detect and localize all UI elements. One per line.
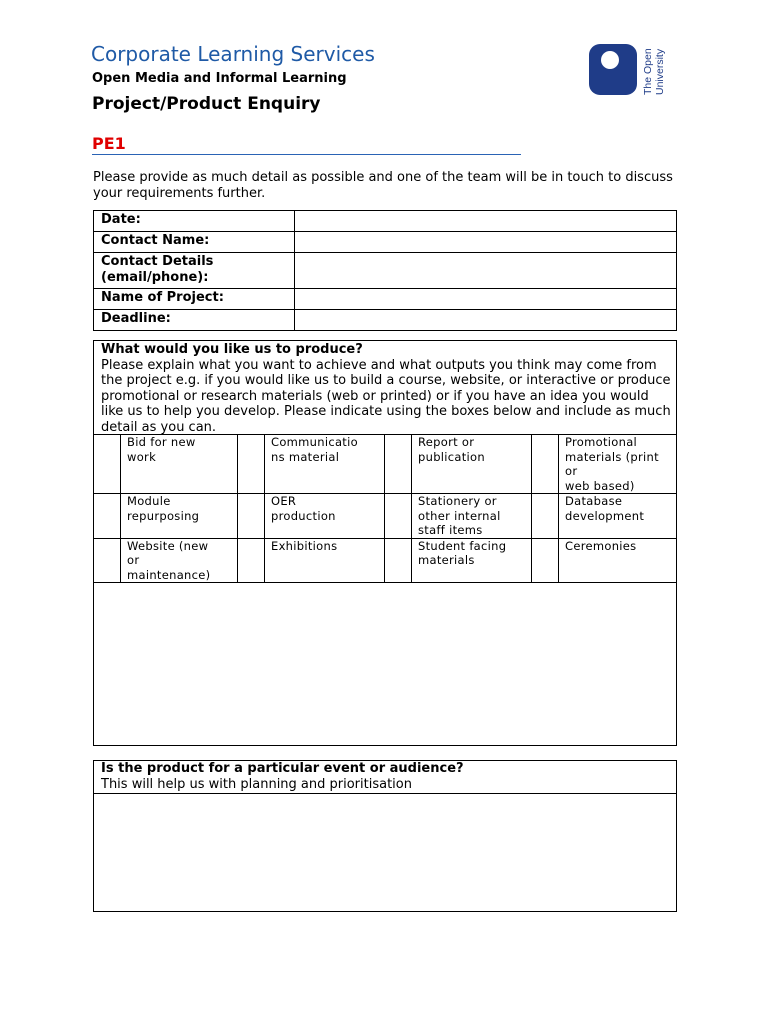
options-row bbox=[94, 435, 676, 494]
option-text: Student facing materials bbox=[418, 538, 507, 567]
contact-name-label: Contact Name: bbox=[94, 232, 295, 253]
option-text: Module repurposing bbox=[127, 494, 200, 523]
produce-section bbox=[93, 340, 677, 746]
option-text: Ceremonies bbox=[565, 538, 637, 553]
event-instructions: This will help us with planning and prioritisation bbox=[101, 777, 412, 792]
option-label bbox=[412, 494, 532, 539]
option-text: OER production bbox=[271, 494, 336, 523]
option-text: Communicatio ns material bbox=[271, 435, 358, 464]
checkbox[interactable] bbox=[532, 435, 559, 494]
details-table bbox=[93, 210, 677, 331]
option-label bbox=[121, 435, 238, 494]
option-text: Stationery or other internal staff items bbox=[418, 494, 501, 537]
details-row-contact-details bbox=[94, 253, 677, 289]
event-header bbox=[101, 761, 671, 793]
produce-header bbox=[101, 342, 671, 435]
contact-details-label: Contact Details (email/phone): bbox=[94, 253, 295, 289]
option-text: Bid for new work bbox=[127, 435, 196, 464]
contact-name-field[interactable] bbox=[295, 232, 677, 253]
produce-question: What would you like us to produce? bbox=[101, 342, 363, 357]
option-label bbox=[121, 494, 238, 539]
option-label bbox=[265, 435, 385, 494]
option-text: Promotional materials (print or web based) bbox=[565, 435, 659, 493]
contact-details-field[interactable] bbox=[295, 253, 677, 289]
details-row-date bbox=[94, 211, 677, 232]
details-row-deadline bbox=[94, 310, 677, 331]
checkbox[interactable] bbox=[385, 435, 412, 494]
open-university-logo bbox=[589, 41, 671, 97]
event-question: Is the product for a particular event or audience? bbox=[101, 761, 464, 776]
project-name-label: Name of Project: bbox=[94, 289, 295, 310]
produce-instructions: Please explain what you want to achieve and what outputs you think may come from the project e.g. if you would like us to build a course, website, or interactive or produce promotional or research materials (web or printed) or if you have an idea you would like us to help you develop. Please indicate using the boxes below and include as much detail as you can. bbox=[101, 357, 671, 435]
logo-mark bbox=[589, 44, 637, 95]
option-label bbox=[559, 435, 677, 494]
department-name: Open Media and Informal Learning bbox=[92, 71, 347, 86]
checkbox[interactable] bbox=[385, 494, 412, 539]
logo-text-line2: University bbox=[654, 48, 666, 95]
produce-details-field[interactable] bbox=[94, 566, 676, 745]
option-text: Exhibitions bbox=[271, 538, 338, 553]
event-section bbox=[93, 760, 677, 912]
date-field[interactable] bbox=[295, 211, 677, 232]
option-label bbox=[265, 494, 385, 539]
checkbox[interactable] bbox=[94, 435, 121, 494]
details-row-contact-name bbox=[94, 232, 677, 253]
option-text: Database development bbox=[565, 494, 645, 523]
deadline-field[interactable] bbox=[295, 310, 677, 331]
details-row-project-name bbox=[94, 289, 677, 310]
intro-text: Please provide as much detail as possible and one of the team will be in touch to discuss your requirements further. bbox=[93, 170, 673, 201]
options-row bbox=[94, 494, 676, 539]
form-heading: Project/Product Enquiry bbox=[92, 94, 321, 114]
option-label bbox=[559, 494, 677, 539]
checkbox[interactable] bbox=[94, 494, 121, 539]
form-code: PE1 bbox=[92, 134, 126, 153]
logo-text-line1: The Open bbox=[642, 48, 654, 95]
page-title: Corporate Learning Services bbox=[91, 42, 375, 66]
event-details-field[interactable] bbox=[94, 794, 676, 911]
checkbox[interactable] bbox=[238, 494, 265, 539]
option-label bbox=[412, 435, 532, 494]
checkbox[interactable] bbox=[532, 494, 559, 539]
option-text: Report or publication bbox=[418, 435, 485, 464]
date-label: Date: bbox=[94, 211, 295, 232]
checkbox[interactable] bbox=[238, 435, 265, 494]
option-text: Website (new or maintenance) bbox=[127, 538, 211, 582]
deadline-label: Deadline: bbox=[94, 310, 295, 331]
output-options-grid bbox=[94, 434, 676, 583]
project-name-field[interactable] bbox=[295, 289, 677, 310]
divider bbox=[92, 154, 521, 155]
